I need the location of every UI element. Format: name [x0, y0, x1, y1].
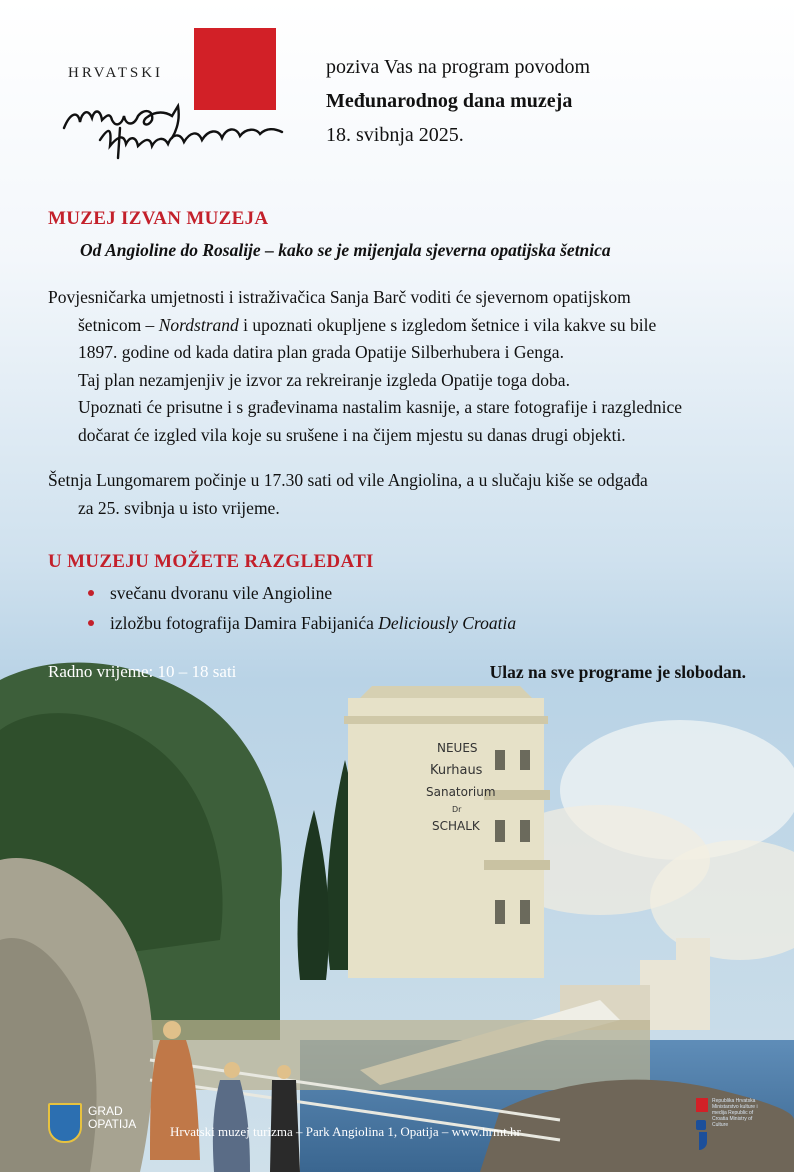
grad-opatija-logo — [48, 1103, 158, 1147]
free-entry-note: Ulaz na sve programe je slobodan. — [489, 662, 746, 682]
building-sign-neues: NEUES — [437, 741, 478, 755]
ministry-logo — [696, 1098, 766, 1158]
intro-date: 18. svibnja 2025. — [326, 124, 464, 146]
vintage-postcard-illustration — [0, 640, 794, 1172]
building-sign-schalk: SCHALK — [432, 819, 480, 833]
walk-info-paragraph — [48, 467, 748, 522]
exhibit-list — [88, 580, 516, 640]
building-sign-kurhaus: Kurhaus — [430, 763, 483, 778]
section-subtitle: Od Angioline do Rosalije – kako se je mijenjala sjeverna opatijska šetnica — [80, 240, 611, 260]
grad-opatija-text: GRAD OPATIJA — [88, 1104, 137, 1131]
logo-script-signature — [60, 88, 290, 178]
bullet-icon — [88, 620, 94, 626]
city-shield-icon — [48, 1103, 82, 1143]
paragraph-line: Taj plan nezamjenjiv je izvor za rekreiranje izgleda Opatije toga doba. — [78, 369, 570, 390]
ministry-red-mark-icon — [696, 1098, 708, 1112]
paragraph-line: za 25. svibnja u isto vrijeme. — [78, 497, 280, 518]
bullet-icon — [88, 590, 94, 596]
opening-hours: Radno vrijeme: 10 – 18 sati — [48, 662, 237, 681]
intro-event-name: Međunarodnog dana muzeja — [326, 90, 573, 112]
museum-logo — [60, 28, 290, 178]
nordstrand-italic: Nordstrand — [158, 314, 239, 335]
building-sign-sanatorium: Sanatorium — [426, 785, 496, 799]
ministry-blue-dot-icon — [696, 1120, 706, 1130]
section-heading-muzej-izvan-muzeja: MUZEJ IZVAN MUZEJA — [48, 208, 269, 229]
logo-hrvatski: HRVATSKI — [68, 65, 164, 81]
list-item: izložbu fotografija Damira Fabijanića Deliciously Croatia — [88, 610, 516, 640]
paragraph-line: Povjesničarka umjetnosti i istraživačica Sanja Barč voditi će sjevernom opatijskom — [48, 287, 631, 307]
paragraph-line: 1897. godine od kada datira plan grada Opatije Silberhubera i Genga. — [78, 342, 564, 362]
ministry-blue-comma-icon — [699, 1132, 707, 1150]
paragraph-line: šetnicom – Nordstrand i upoznati okupljene s izgledom šetnice i vila kakve su bile — [78, 314, 657, 335]
paragraph-line: Upoznati će prisutne i s građevinama nastalim kasnije, a stare fotografije i razglednice — [78, 397, 682, 417]
intro-block — [326, 50, 590, 152]
ministry-text: Republika Hrvatska Ministarstvo kulture i medija Republic of Croatia Ministry of Culture — [712, 1098, 758, 1128]
intro-line: poziva Vas na program povodom — [326, 56, 591, 78]
building-sign-dr: Dr — [452, 805, 462, 814]
paragraph-line: dočarat će izgled vila koje su srušene i na čijem mjestu su danas drugi objekti. — [78, 424, 626, 445]
description-paragraph — [48, 284, 748, 449]
list-item: svečanu dvoranu vile Angioline — [88, 580, 516, 610]
section-heading-u-muzeju: U MUZEJU MOŽETE RAZGLEDATI — [48, 551, 374, 572]
footer-address: Hrvatski muzej turizma – Park Angiolina 1, Opatija – www.hrmt.hr — [170, 1124, 521, 1139]
paragraph-line: Šetnja Lungomarem počinje u 17.30 sati od vile Angiolina, a u slučaju kiše se odgađa — [48, 470, 648, 490]
